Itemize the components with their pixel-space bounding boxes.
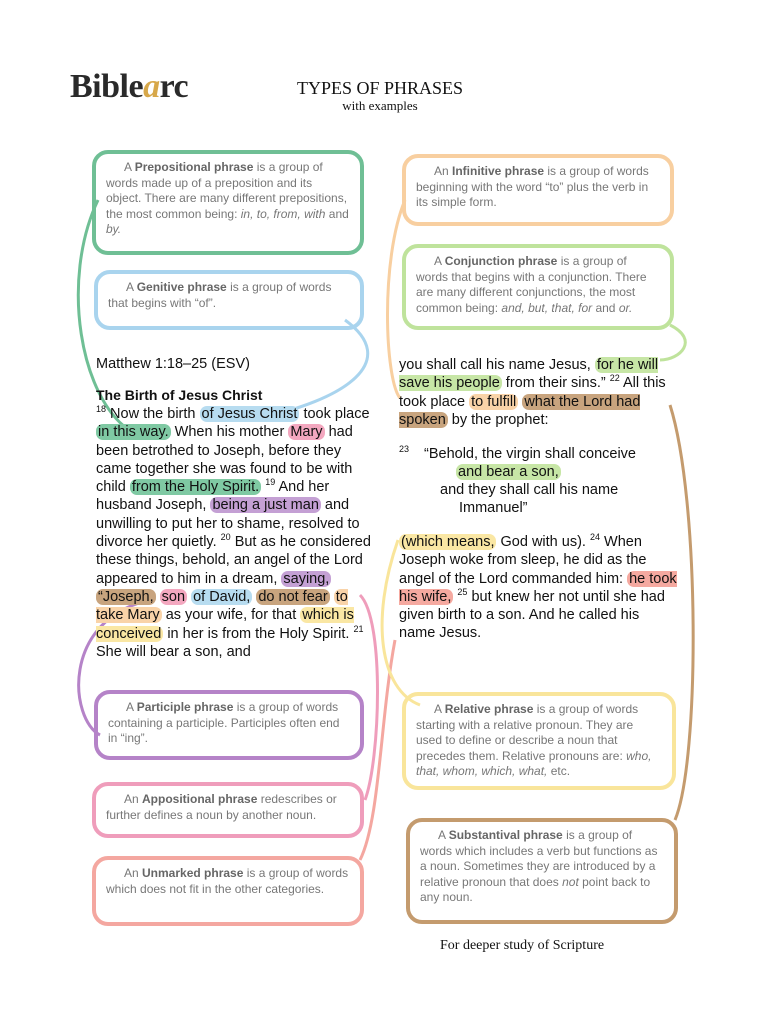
conjunction-connector [660, 325, 685, 360]
prepositional-highlight: in this way. [98, 424, 169, 441]
conjunction-highlight: and bear a son, [458, 464, 559, 480]
participle-highlight: being a just man [212, 497, 319, 514]
substantival-highlight: do not fear [258, 588, 328, 605]
genitive-highlight: of Jesus Christ [201, 406, 298, 422]
infinitive-highlight: to fulfill [471, 393, 517, 410]
conjunction-highlight: for he will save his people [399, 357, 659, 392]
unmarked-phrase-box: An Unmarked phrase is a group of words which does not fit in the other categories. [92, 856, 364, 926]
page-title: TYPES OF PHRASES [296, 78, 464, 98]
prepositional-highlight: from the Holy Spirit. [131, 479, 260, 496]
infinitive-highlight: to take Mary [96, 588, 348, 624]
verse-23-number: 23 [399, 444, 410, 455]
substantival-phrase-box: A Substantival phrase is a group of words which includes a verb but functions as a noun. Sometimes they are introduced by a relative pronoun that does not point back to any noun. [406, 818, 678, 924]
infinitive-phrase-box: An Infinitive phrase is a group of words beginning with the word “to” plus the verb in its simple form. [402, 154, 674, 226]
quote-line-1: “Behold, the virgin shall conceive [424, 446, 636, 462]
substantival-highlight: “Joseph, [98, 588, 154, 605]
quote-line-4: Immanuel” [459, 500, 528, 516]
footer-tagline: For deeper study of Scripture [440, 938, 605, 953]
relative-highlight: (which means, [401, 534, 495, 550]
appositional-highlight: Mary [290, 424, 323, 441]
passage-right-column-bottom: (which means, God with us). $^{24}$ When Joseph woke from sleep, he did as the angel of the Lord commanded him: he took his wife, $^{25}$ but knew her not until she had given birth to a son. And he called his name Jesus. [399, 532, 677, 642]
passage-reference: Matthew 1:18–25 (ESV) [96, 356, 250, 372]
prepositional-phrase-box: A Prepositional phrase is a group of words made up of a preposition and its object. There are many different prepositions, the most common being: in, to, from, with and by. [92, 150, 364, 255]
genitive-highlight: of David, [193, 588, 251, 605]
biblearc-logo: Biblearc [70, 68, 189, 105]
passage-heading: The Birth of Jesus Christ [96, 387, 263, 403]
participle-highlight: saying, [283, 570, 330, 587]
appositional-phrase-box: An Appositional phrase redescribes or further defines a noun by another noun. [92, 782, 364, 838]
passage-left-column: $^{18}$ Now the birth of Jesus Christ took place in this way. When his mother Mary had been betrothed to Joseph, before they came together she was found to be with child from the Holy Spirit. $^{19}$ And her husband Joseph, being a just man and unwilling to put her to shame, resolved to divorce her quietly. $^{20}$ But as he considered these things, behold, an angel of the Lord appeared to him in a dream, saying, “Joseph, son of David, do not fear to take Mary as your wife, for that which is conceived in her is from the Holy Spirit. $^{21}$ She will bear a son, and [96, 404, 371, 660]
relative-phrase-box: A Relative phrase is a group of words starting with a relative pronoun. They are used to define or describe a noun that precedes them. Relative pronouns are: who, that, whom, which, what, etc. [402, 692, 676, 790]
page-subtitle: with examples [342, 98, 418, 113]
unmarked-highlight: he took his wife, [399, 570, 677, 605]
genitive-phrase-box: A Genitive phrase is a group of words that begins with “of”. [94, 270, 364, 330]
substantival-highlight: what the Lord had spoken [399, 393, 641, 428]
appositional-highlight: son [161, 588, 186, 605]
passage-right-column-top: you shall call his name Jesus, for he will save his people from their sins.” $^{22}$ All this took place to fulfill what the Lord had spoken by the prophet: [399, 357, 666, 428]
quote-line-3: and they shall call his name [440, 482, 619, 498]
relative-highlight: which is conceived [96, 607, 354, 642]
participle-phrase-box: A Participle phrase is a group of words containing a participle. Participles often end in “ing”. [94, 690, 364, 760]
quote-line-2 [456, 463, 561, 481]
conjunction-phrase-box: A Conjunction phrase is a group of words that begins with a conjunction. There are many different conjunctions, the most common being: and, but, that, for and or. [402, 244, 674, 330]
